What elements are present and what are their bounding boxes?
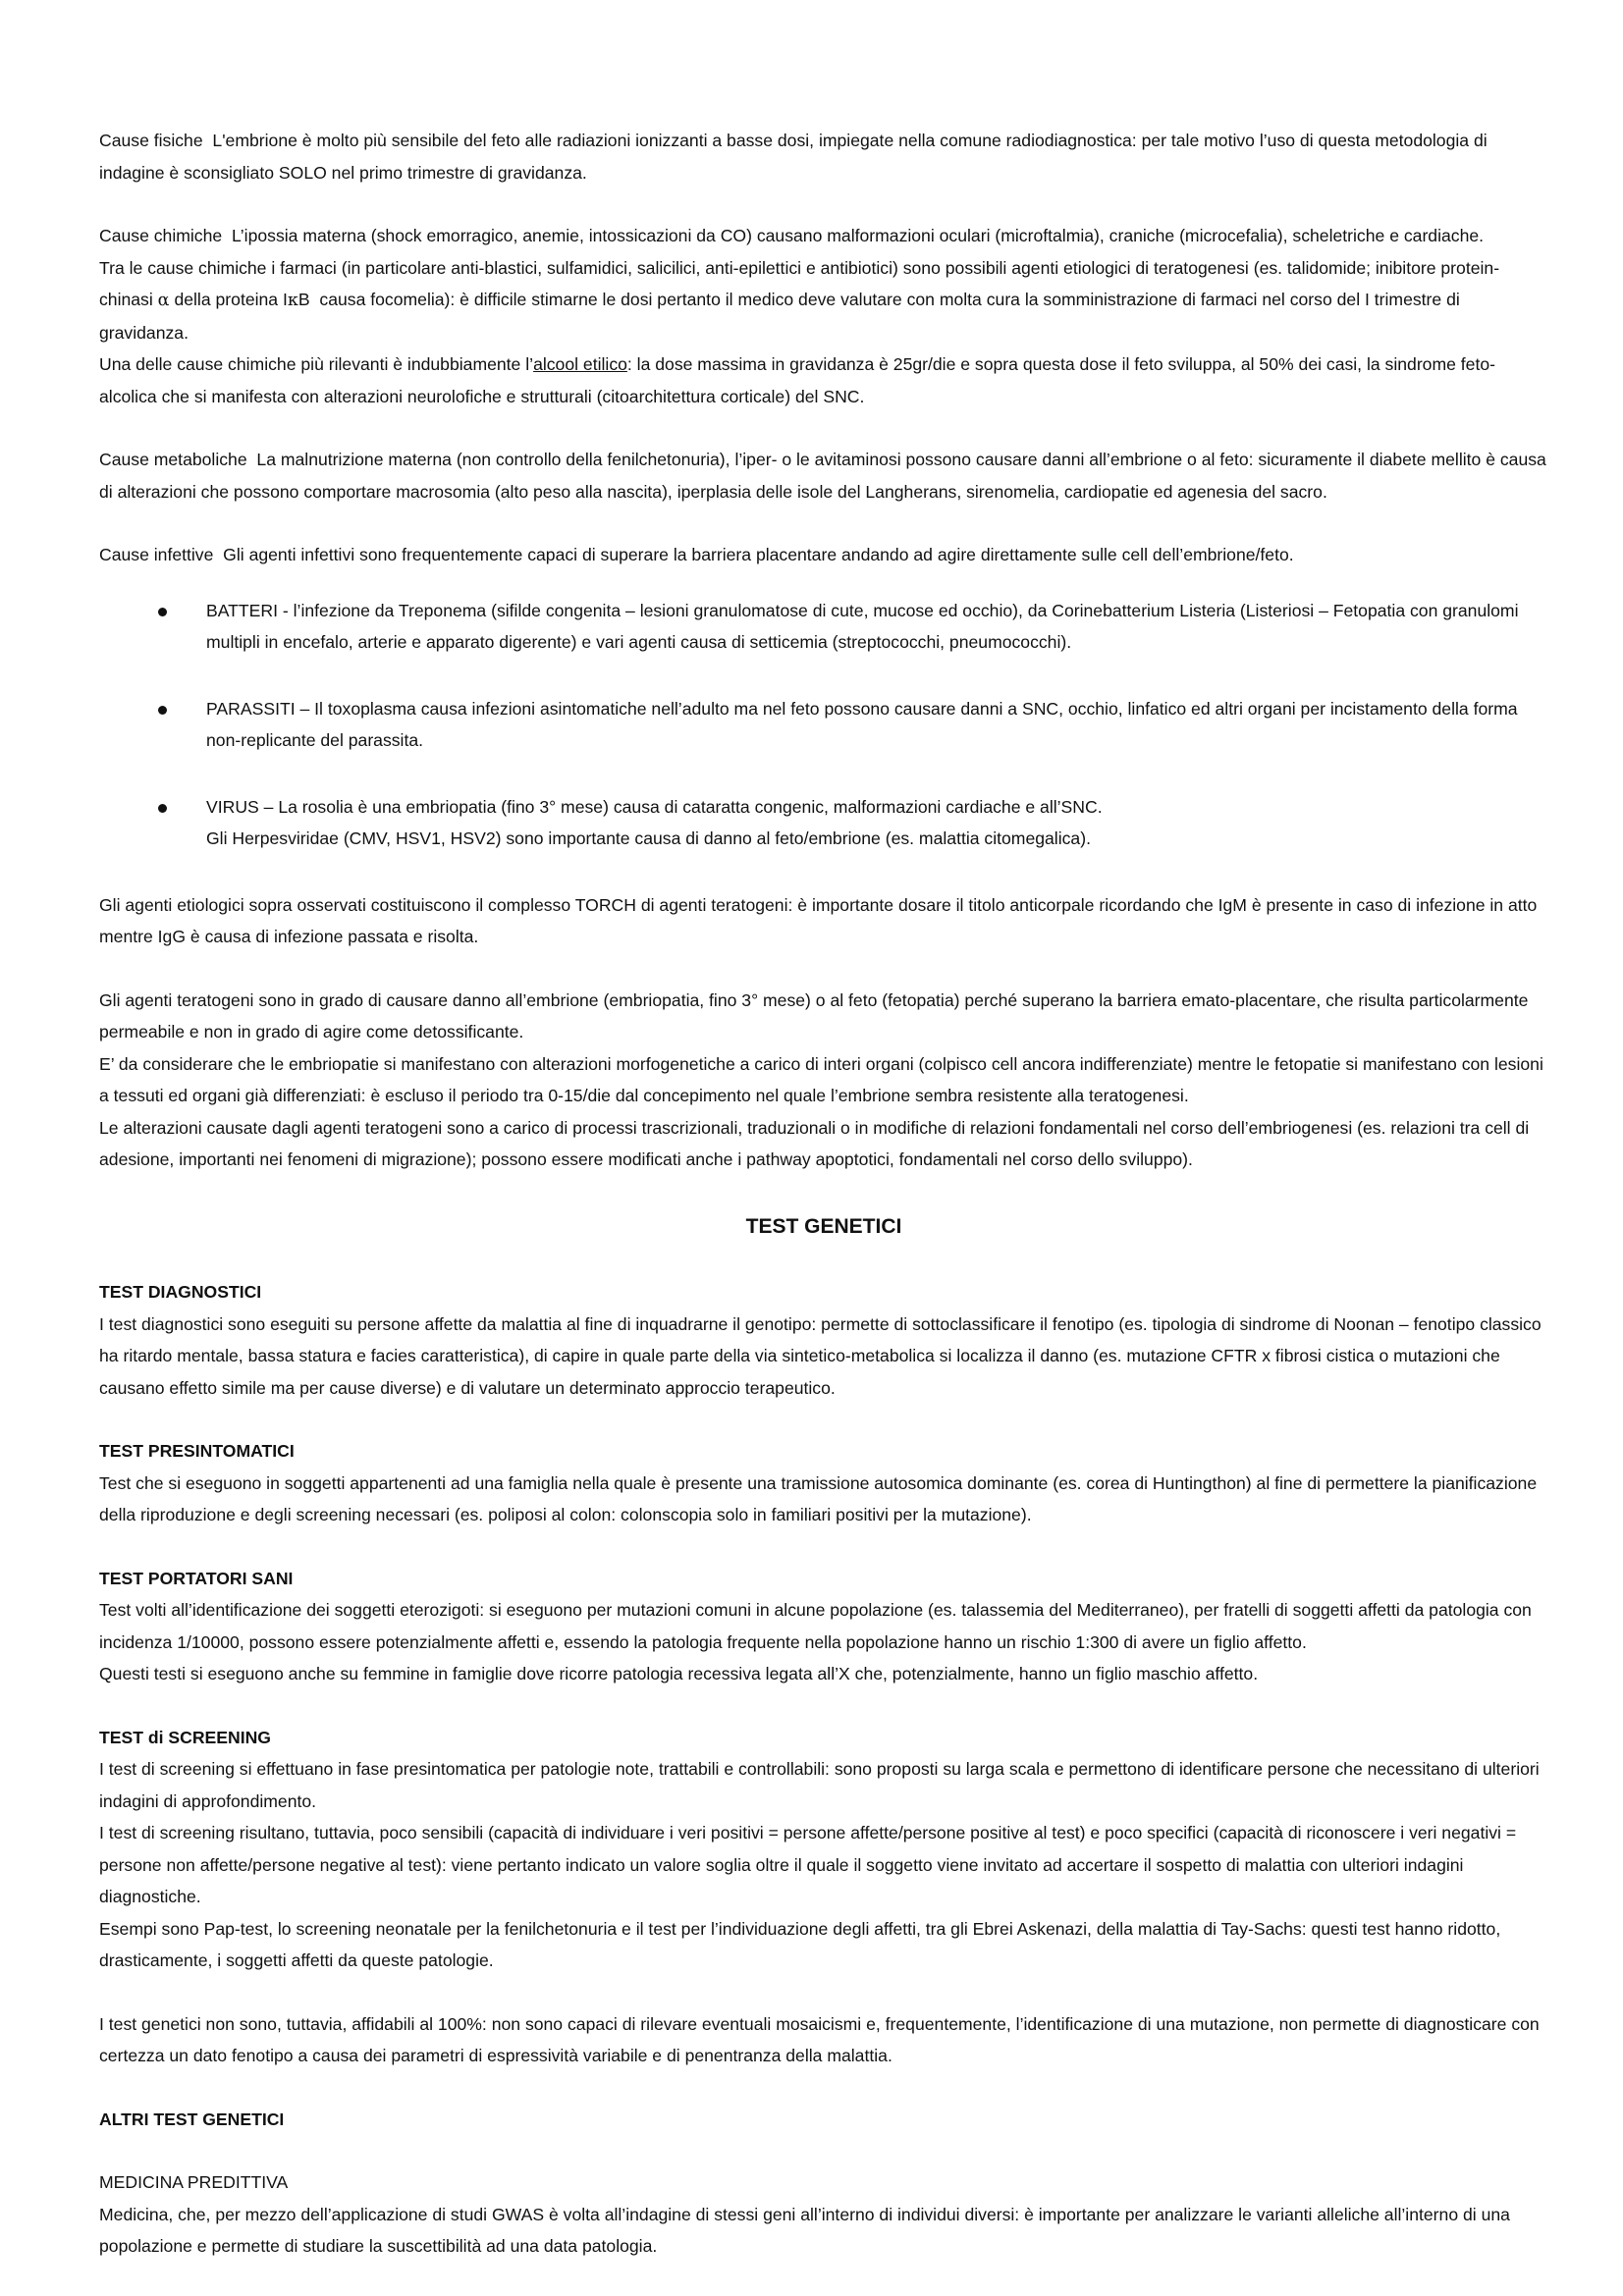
text-farmaci-b: della proteina <box>174 290 279 309</box>
section-title-test-genetici: TEST GENETICI <box>745 1214 902 1238</box>
paragraph-cause-metaboliche <box>99 444 1548 507</box>
bullet-icon <box>158 804 167 813</box>
paragraph-cause-chimiche <box>99 220 1548 252</box>
heading-test-presintomatici: TEST PRESINTOMATICI <box>99 1441 295 1461</box>
label-cause-fisiche: Cause fisiche <box>99 131 203 150</box>
paragraph-torch: Gli agenti etiologici sopra osservati costituiscono il complesso TORCH di agenti teratogeni: è importante dosare il titolo anticorpale ricordando che IgM è presente in caso di infezione in atto mentre IgG è causa di infezione passata e risolta. <box>99 894 1538 946</box>
text-farmaci-c: causa focomelia): è difficile stimarne le dosi pertanto il medico deve valutare con molta cura la somministrazione di farmaci nel corso del I trimestre di gravidanza. <box>99 290 1460 343</box>
label-cause-chimiche: Cause chimiche <box>99 226 223 245</box>
paragraph-teratogeni-3: Le alterazioni causate dagli agenti teratogeni sono a carico di processi trascrizionali, traduzionali o in modifiche di relazioni fondamentali nel corso dell’embriogenesi (es. relazioni tra cell di adesione, importanti nei fenomeni di migrazione); possono essere modificati anche i pathway apoptotici, fondamentali nel corso dello sviluppo). <box>99 1117 1530 1169</box>
bullet-icon <box>158 608 167 616</box>
paragraph-portatori-1: Test volti all’identificazione dei soggetti eterozigoti: si eseguono per mutazioni comuni in alcune popolazione (es. talassemia del Mediterraneo), per fratelli di soggetti affetti da patologia con incidenza 1/10000, possono essere potenzialmente affetti e, essendo la patologia frequente nella popolazione hanno un rischio 1:300 di avere un figlio affetto. <box>99 1600 1532 1652</box>
paragraph-alcool <box>99 348 1548 412</box>
bullet-icon <box>158 706 167 715</box>
label-cause-infettive: Cause infettive <box>99 545 214 564</box>
list-item <box>99 693 1548 757</box>
paragraph-screening-1: I test di screening si effettuano in fase presintomatica per patologie note, trattabili e controllabili: sono proposti su larga scala e permettono di identificare persone che necessitano di ulteriori indagini di approfondimento. <box>99 1759 1540 1811</box>
paragraph-medicina-predittiva: Medicina, che, per mezzo dell’applicazione di studi GWAS è volta all’indagine di stessi geni all’interno di individui diversi: è importante per analizzare le varianti alleliche all’interno di una popolazione e permette di studiare la suscettibilità ad una data patologia. <box>99 2204 1510 2256</box>
text-cause-infettive: Gli agenti infettivi sono frequentemente capaci di superare la barriera placentare andando ad agire direttamente sulle cell dell’embrione/feto. <box>223 545 1294 564</box>
text-cause-metaboliche: La malnutrizione materna (non controllo della fenilchetonuria), l’iper- o le avitaminosi possono causare danni all’embrione o al feto: sicuramente il diabete mellito è causa di alterazioni che possono comportare macrosomia (alto peso alla nascita), iperplasia delle isole del Langherans, sirenomelia, cardiopatie ed agenesia del sacro. <box>99 450 1546 502</box>
paragraph-screening-3: Esempi sono Pap-test, lo screening neonatale per la fenilchetonuria e il test per l’individuazione degli affetti, tra gli Ebrei Askenazi, della malattia di Tay-Sachs: questi test hanno ridotto, drasticamente, i soggetti affetti da queste patologie. <box>99 1918 1501 1970</box>
alcool-etilico-term: alcool etilico <box>533 354 627 374</box>
paragraph-cause-infettive <box>99 539 1548 571</box>
paragraph-affidabilita: I test genetici non sono, tuttavia, affidabili al 100%: non sono capaci di rilevare eventuali mosaicismi e, frequentemente, l’identificazione di una mutazione, non permette di diagnosticare con certezza un dato fenotipo a causa dei parametri di espressività variabile e di penentranza della malattia. <box>99 2013 1540 2065</box>
text-cause-chimiche-1: L’ipossia materna (shock emorragico, anemie, intossicazioni da CO) causano malformazioni oculari (microftalmia), craniche (microcefalia), scheletriche e cardiache. <box>231 226 1485 245</box>
infective-agents-list <box>99 571 1548 855</box>
bullet-text-parassiti: PARASSITI – Il toxoplasma causa infezioni asintomatiche nell’adulto ma nel feto possono causare danni a SNC, occhio, linfatico ed altri organi per incistamento della forma non-replicante del parassita. <box>206 698 1518 750</box>
paragraph-screening-2: I test di screening risultano, tuttavia, poco sensibili (capacità di individuare i veri positivi = persone affette/persone positive al test) e poco specifici (capacità di riconoscere i veri negativi = persone non affette/persone negative al test): viene pertanto indicato un valore soglia oltre il quale il soggetto viene invitato ad accertare il sospetto di malattia con ulteriori indagini diagnostiche. <box>99 1823 1517 1906</box>
subheading-medicina-predittiva: MEDICINA PREDITTIVA <box>99 2172 289 2192</box>
bullet-text-virus: VIRUS – La rosolia è una embriopatia (fino 3° mese) causa di cataratta congenic, malformazioni cardiache e all’SNC. <box>206 796 1103 817</box>
list-item <box>99 791 1548 855</box>
heading-test-screening: TEST di SCREENING <box>99 1727 271 1747</box>
paragraph-cause-fisiche <box>99 125 1548 188</box>
bullet-text-batteri: BATTERI - l’infezione da Treponema (sifilde congenita – lesioni granulomatose di cute, mucose ed occhio), da Corinebatterium Listeria (Listeriosi – Fetopatia con granulomi multipli in encefalo, arterie e apparato digerente) e vari agenti causa di setticemia (streptococchi, pneumococchi). <box>206 600 1519 652</box>
paragraph-test-diagnostici: I test diagnostici sono eseguiti su persone affette da malattia al fine di inquadrarne il genotipo: permette di sottoclassificare il fenotipo (es. tipologia di sindrome di Noonan – fenotipo classico ha ritardo mentale, bassa statura e facies caratteristica), di capire in quale parte della via sintetico-metabolica si localizza il danno (es. mutazione CFTR x fibrosi cistica o mutazioni che causano effetto simile ma per cause diverse) e di valutare un determinato approccio terapeutico. <box>99 1313 1542 1398</box>
list-item <box>99 595 1548 659</box>
bullet-text-herpes: Gli Herpesviridae (CMV, HSV1, HSV2) sono importante causa di danno al feto/embrione (es. malattia citomegalica). <box>206 828 1091 848</box>
paragraph-farmaci <box>99 252 1548 349</box>
paragraph-teratogeni-2: E’ da considerare che le embriopatie si manifestano con alterazioni morfogenetiche a carico di interi organi (colpisco cell ancora indifferenziate) mentre le fetopatie si manifestano con lesioni a tessuti ed organi già differenziati: è escluso il periodo tra 0-15/die dal concepimento nel quale l’embrione sembra resistente alla teratogenesi. <box>99 1053 1543 1105</box>
text-cause-fisiche: L'embrione è molto più sensibile del feto alle radiazioni ionizzanti a basse dosi, impiegate nella comune radiodiagnostica: per tale motivo l’uso di questa metodologia di indagine è sconsigliato SOLO nel primo trimestre di gravidanza. <box>99 131 1488 183</box>
text-alcool-post: : la dose massima in gravidanza è 25gr/die e sopra questa dose il feto sviluppa, al 50% dei casi, la sindrome feto-alcolica che si manifesta con alterazioni neurolofiche e strutturali (citoarchitettura corticale) del SNC. <box>99 354 1495 406</box>
paragraph-test-presintomatici: Test che si eseguono in soggetti appartenenti ad una famiglia nella quale è presente una tramissione autosomica dominante (es. corea di Huntingthon) al fine di permettere la pianificazione della riproduzione e degli screening necessari (es. poliposi al colon: colonscopia solo in familiari positivi per la mutazione). <box>99 1472 1538 1524</box>
paragraph-teratogeni-1: Gli agenti teratogeni sono in grado di causare danno all’embrione (embriopatia, fino 3° mese) o al feto (fetopatia) perché superano la barriera emato-placentare, che risulta particolarmente permeabile e non in grado di agire come detossificante. <box>99 989 1529 1041</box>
heading-test-diagnostici: TEST DIAGNOSTICI <box>99 1282 262 1302</box>
text-alcool-pre: Una delle cause chimiche più rilevanti è indubbiamente l’ <box>99 354 534 374</box>
paragraph-portatori-2: Questi testi si eseguono anche su femmine in famiglie dove ricorre patologia recessiva legata all’X che, potenzialmente, hanno un figlio maschio affetto. <box>99 1664 1259 1683</box>
heading-altri-test-genetici: ALTRI TEST GENETICI <box>99 2109 285 2129</box>
text-farmaci-a: Tra le cause chimiche i farmaci (in particolare anti-blastici, sulfamidici, salicilici, anti-epilettici e antibiotici) sono possibili agenti etiologici di teratogenesi (es. talidomide; inibitore protein-chinasi <box>99 257 1500 309</box>
ikb-symbol: IκB <box>282 290 310 310</box>
label-cause-metaboliche: Cause metaboliche <box>99 450 247 469</box>
alpha-symbol: α <box>157 291 170 310</box>
heading-test-portatori-sani: TEST PORTATORI SANI <box>99 1568 294 1588</box>
